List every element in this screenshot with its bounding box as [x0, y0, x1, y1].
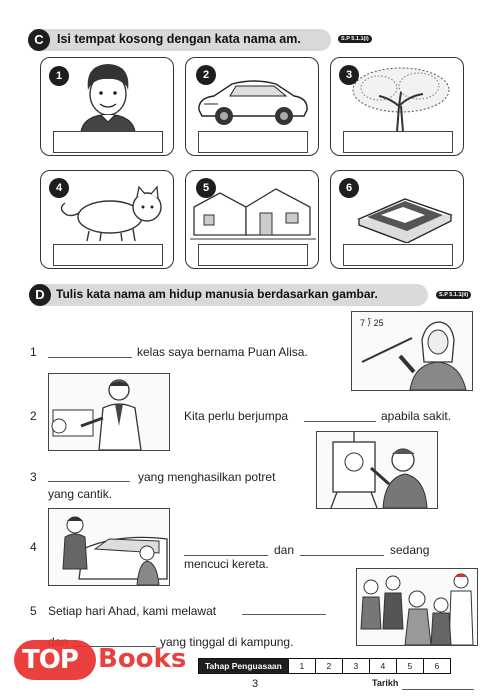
question-text-3: yang menghasilkan potret: [138, 470, 276, 484]
level-cell-3[interactable]: 3: [342, 659, 369, 673]
picture-card-3: [330, 57, 464, 156]
painter-picture: [316, 431, 438, 509]
number-badge: 3: [339, 65, 359, 85]
question-number-2: 2: [30, 409, 37, 423]
question-text-2-before: Kita perlu berjumpa: [184, 409, 289, 423]
washing-car-picture: [48, 508, 170, 586]
level-cell-6[interactable]: 6: [423, 659, 450, 673]
question-number-3: 3: [30, 470, 37, 484]
number-badge: 5: [196, 178, 216, 198]
answer-box-5[interactable]: [198, 244, 308, 266]
answer-box-2[interactable]: [198, 131, 308, 153]
question-text-2-after: apabila sakit.: [381, 409, 452, 423]
answer-box-4[interactable]: [53, 244, 163, 266]
section-c-standard-badge: S.P 5.1.1(i): [338, 35, 372, 43]
question-text-4-mid: dan: [274, 543, 295, 557]
section-d-title: Tulis kata nama am hidup manusia berdasarkan gambar.: [56, 287, 378, 301]
houses-icon: [190, 177, 316, 243]
question-text-3-line2: yang cantik.: [48, 487, 113, 501]
picture-card-4: [40, 170, 174, 269]
answer-blank-4a[interactable]: [184, 555, 268, 556]
tarikh-label: Tarikh: [372, 678, 399, 688]
question-text-5-before: Setiap hari Ahad, kami melawat: [48, 604, 217, 618]
car-icon: [194, 68, 312, 130]
section-d-letter: D: [29, 284, 51, 306]
washing-car-icon: [49, 509, 169, 585]
tree-icon: [349, 66, 454, 132]
doctor-icon: [49, 374, 169, 450]
answer-blank-5a[interactable]: [242, 614, 326, 615]
answer-blank-2[interactable]: [304, 421, 376, 422]
answer-box-3[interactable]: [343, 131, 453, 153]
teacher-picture: [351, 311, 473, 391]
question-number-5: 5: [30, 604, 37, 618]
picture-card-6: [330, 170, 464, 269]
answer-box-1[interactable]: [53, 131, 163, 153]
level-cell-5[interactable]: 5: [396, 659, 423, 673]
section-c-letter: C: [28, 29, 50, 51]
family-picture: [356, 568, 478, 646]
topbooks-logo-books: Books: [98, 644, 187, 674]
teacher-icon: [352, 312, 472, 390]
answer-box-6[interactable]: [343, 244, 453, 266]
question-text-5-line2-after: yang tinggal di kampung.: [160, 635, 294, 649]
picture-card-1: [40, 57, 174, 156]
page-number: 3: [252, 678, 259, 690]
tarikh-blank[interactable]: [402, 689, 474, 690]
topbooks-logo-top: TOP: [22, 645, 78, 675]
section-d-standard-badge: S.P 5.1.1(ii): [436, 291, 471, 299]
picture-card-2: [185, 57, 319, 156]
number-badge: 6: [339, 178, 359, 198]
question-number-4: 4: [30, 540, 37, 554]
answer-blank-1[interactable]: [48, 357, 132, 358]
family-icon: [357, 569, 477, 645]
level-cell-2[interactable]: 2: [315, 659, 342, 673]
cat-icon: [55, 181, 171, 243]
boy-icon: [73, 60, 143, 132]
number-badge: 1: [49, 66, 69, 86]
question-text-1: kelas saya bernama Puan Alisa.: [137, 345, 308, 359]
painter-icon: [317, 432, 437, 508]
picture-card-5: [185, 170, 319, 269]
doctor-picture: [48, 373, 170, 451]
number-badge: 2: [196, 65, 216, 85]
level-cell-4[interactable]: 4: [369, 659, 396, 673]
level-cell-1[interactable]: 1: [288, 659, 315, 673]
tahap-penguasaan-label: Tahap Penguasaan: [199, 659, 288, 673]
answer-blank-3[interactable]: [48, 481, 130, 482]
book-icon: [355, 175, 455, 243]
section-c-title: Isi tempat kosong dengan kata nama am.: [57, 32, 301, 46]
question-text-4-after: sedang: [390, 543, 430, 557]
number-badge: 4: [49, 178, 69, 198]
tahap-penguasaan-table: [198, 658, 451, 674]
answer-blank-4b[interactable]: [300, 555, 384, 556]
board-math-text: 7 ⟌ 25: [360, 318, 384, 328]
question-number-1: 1: [30, 345, 37, 359]
question-text-4-line2: mencuci kereta.: [184, 557, 269, 571]
